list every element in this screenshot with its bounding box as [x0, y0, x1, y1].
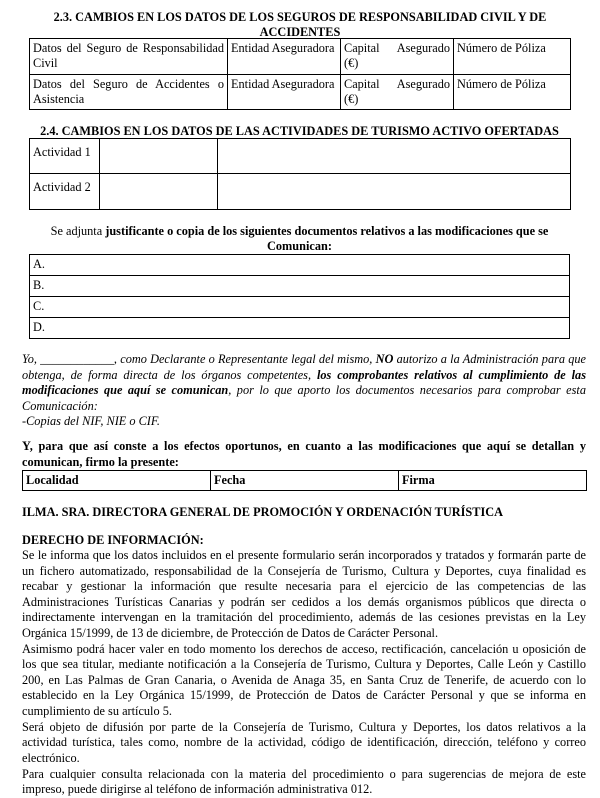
section-23-title — [20, 10, 580, 40]
insurance-cell[interactable]: Capital Asegurado (€) — [341, 39, 454, 75]
declaration-paragraph — [22, 352, 586, 430]
insurance-cell[interactable]: Número de Póliza — [454, 39, 571, 75]
activity-label: Actividad 2 — [30, 174, 100, 210]
activity-field[interactable] — [218, 174, 571, 210]
attach-intro — [29, 224, 570, 254]
declaration-item: -Copias del NIF, NIE o CIF. — [22, 414, 160, 429]
signature-text: Y, para que así conste a los efectos oportunos, en cuanto a las modificaciones que aquí se detallan y comunican, firmo la presente: — [22, 439, 586, 469]
activity-label: Actividad 1 — [30, 139, 100, 174]
declaration-bold: los comprobantes relativos al cumplimiento de las modificaciones que aquí se comunican — [22, 367, 586, 398]
privacy-paragraph: Asimismo podrá hacer valer en todo momento los derechos de acceso, rectificación, cancelación u oposición de los que sea titular, mediante notificación a la Consejería de Turismo, Cultura y Deportes, Calle León y Castillo 200, en Las Palmas de Gran Canaria, o Avenida de Anaga 35, en Santa Cruz de Tenerife, de acuerdo con lo establecido en la Ley Orgánica 15/1999, de Protección de Datos de Carácter Personal y que se informa en cumplimiento de su artículo 5. — [22, 641, 586, 719]
attachments-table — [29, 254, 570, 339]
signature-firma[interactable]: Firma — [399, 471, 587, 491]
privacy-paragraph: Se le informa que los datos incluidos en el presente formulario serán incorporados y tratados y formarán parte de un fichero automatizado, responsabilidad de la Consejería de Turismo, Cultura y Deportes, cuya finalidad es recabar y gestionar la información que resulte necesaria para el ejercicio de las competencias de las Administraciones Turísticas Canarias y podrán ser cedidos a los demás organismos públicos que directa o indirectamente intervengan en la tramitación del procedimiento, además de las cesiones previstas en la Ley Orgánica 15/1999, de 13 de diciembre, de Protección de Datos de Carácter Personal. — [22, 548, 586, 641]
activity-field[interactable] — [100, 139, 218, 174]
attach-intro-bold: justificante o copia de los siguientes documentos relativos a las modificaciones que se Comunican: — [105, 224, 549, 253]
insurance-cell[interactable]: Datos del Seguro de Responsabilidad Civil — [30, 39, 228, 75]
privacy-paragraph: Será objeto de difusión por parte de la Consejería de Turismo, Cultura y Deportes, los datos relativos a la actividad turística, tales como, nombre de la actividad, código de identificación, dirección, teléfono y correo electrónico. — [22, 719, 586, 765]
privacy-body — [22, 548, 586, 798]
section-24-title: 2.4. CAMBIOS EN LOS DATOS DE LAS ACTIVIDADES DE TURISMO ACTIVO OFERTADAS — [40, 124, 559, 138]
insurance-cell[interactable]: Datos del Seguro de Accidentes o Asistencia — [30, 74, 228, 110]
addressee: ILMA. SRA. DIRECTORA GENERAL DE PROMOCIÓN Y ORDENACIÓN TURÍSTICA — [22, 505, 504, 519]
insurance-row-accidents — [30, 74, 571, 110]
insurance-cell[interactable]: Número de Póliza — [454, 74, 571, 110]
insurance-cell[interactable]: Entidad Aseguradora — [228, 39, 341, 75]
activities-table — [29, 138, 571, 210]
declaration-no: NO — [375, 352, 394, 366]
insurance-table — [29, 38, 571, 110]
activity-row-1 — [30, 139, 571, 174]
declaration-text: , por lo que aporto los documentos necesarios para comprobar esta Comunicación: — [22, 383, 586, 413]
attachment-item[interactable]: C. — [30, 297, 570, 318]
privacy-paragraph: Para cualquier consulta relacionada con la materia del procedimiento o para sugerencias de mejora de este impreso, puede dirigirse al teléfono de información administrativa 012. — [22, 766, 586, 797]
declaration-text: Yo, ____________, como Declarante o Representante legal del mismo, — [22, 352, 376, 366]
declaration-text: autorizo a la Administración para que obtenga, de forma directa de los órganos competentes, — [22, 352, 587, 382]
attachment-item[interactable]: A. — [30, 255, 570, 276]
activity-row-2 — [30, 174, 571, 210]
signature-fecha[interactable]: Fecha — [211, 471, 399, 491]
privacy-title: DERECHO DE INFORMACIÓN: — [22, 533, 204, 547]
insurance-cell[interactable]: Capital Asegurado (€) — [341, 74, 454, 110]
section-23-title-line1: 2.3. CAMBIOS EN LOS DATOS DE LOS SEGUROS DE RESPONSABILIDAD CIVIL Y DE — [53, 10, 547, 24]
insurance-cell[interactable]: Entidad Aseguradora — [228, 74, 341, 110]
attachment-item[interactable]: D. — [30, 318, 570, 339]
activity-field[interactable] — [218, 139, 571, 174]
section-23-title-line2: ACCIDENTES — [259, 24, 341, 39]
signature-localidad[interactable]: Localidad — [23, 471, 211, 491]
activity-field[interactable] — [100, 174, 218, 210]
signature-table — [22, 470, 587, 491]
insurance-row-civil — [30, 39, 571, 75]
attach-intro-text: Se adjunta — [50, 224, 106, 238]
attachment-item[interactable]: B. — [30, 276, 570, 297]
